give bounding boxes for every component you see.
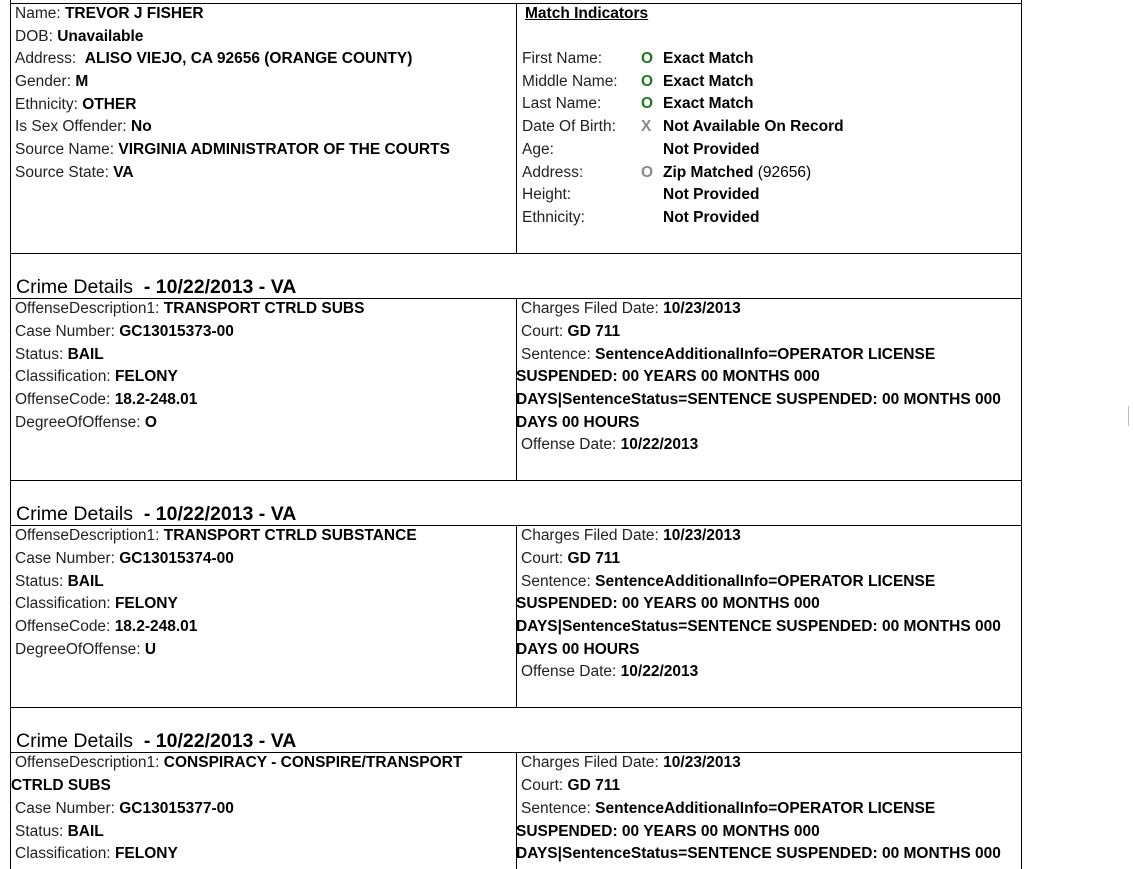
match-indicator-value: Zip Matched (92656) bbox=[663, 164, 812, 181]
circle-mark-icon: O bbox=[641, 95, 654, 112]
match-indicator-extra: (92656) bbox=[757, 164, 812, 181]
match-indicator-label: Ethnicity: bbox=[522, 209, 585, 226]
left-border bbox=[10, 0, 11, 869]
source-state-value: VA bbox=[113, 164, 134, 181]
match-indicator-value: Exact Match bbox=[663, 73, 754, 90]
sentence-row: Sentence: SentenceAdditionalInfo=OPERATOR LICENSE bbox=[521, 573, 936, 590]
gender-row: Gender: M bbox=[15, 73, 89, 90]
case-number-row: Case Number: GC13015373-00 bbox=[15, 323, 234, 340]
charges-filed-row: Charges Filed Date: 10/23/2013 bbox=[521, 754, 741, 771]
match-indicator-value: Not Provided bbox=[663, 209, 760, 226]
sentence-cont: SUSPENDED: 00 YEARS 00 MONTHS 000 bbox=[516, 368, 820, 385]
sentence-cont: DAYS 00 HOURS bbox=[516, 641, 640, 658]
offense-date-row: Offense Date: 10/22/2013 bbox=[521, 663, 699, 680]
sentence-cont: SUSPENDED: 00 YEARS 00 MONTHS 000 bbox=[516, 823, 820, 840]
x-mark-icon: X bbox=[641, 118, 652, 135]
gender-value: M bbox=[75, 73, 89, 90]
column-divider bbox=[516, 3, 517, 253]
status-row: Status: BAIL bbox=[15, 346, 104, 363]
right-border bbox=[1021, 0, 1022, 869]
offense-date-row: Offense Date: 10/22/2013 bbox=[521, 436, 699, 453]
sentence-cont: DAYS|SentenceStatus=SENTENCE SUSPENDED: 00 MONTHS 000 bbox=[516, 618, 1001, 635]
match-indicator-value: Not Provided bbox=[663, 141, 760, 158]
row-border bbox=[10, 253, 1022, 254]
dob-row: DOB: Unavailable bbox=[15, 28, 144, 45]
sex-offender-row: Is Sex Offender: No bbox=[15, 118, 152, 135]
court-row: Court: GD 711 bbox=[521, 323, 621, 340]
match-indicator-label: First Name: bbox=[522, 50, 603, 67]
court-row: Court: GD 711 bbox=[521, 777, 621, 794]
person-name: TREVOR J FISHER bbox=[64, 5, 204, 22]
match-indicator-label: Age: bbox=[522, 141, 554, 158]
match-indicator-label: Address: bbox=[522, 164, 584, 181]
source-name-row: Source Name: VIRGINIA ADMINISTRATOR OF THE COURTS bbox=[15, 141, 450, 158]
circle-mark-icon: O bbox=[641, 50, 654, 67]
offense-description-row: OffenseDescription1: TRANSPORT CTRLD SUBS bbox=[15, 300, 365, 317]
match-indicator-value: Not Available On Record bbox=[663, 118, 844, 135]
row-border bbox=[10, 480, 1022, 481]
charges-filed-row: Charges Filed Date: 10/23/2013 bbox=[521, 300, 741, 317]
sex-offender-value: No bbox=[131, 118, 152, 135]
source-name-value: VIRGINIA ADMINISTRATOR OF THE COURTS bbox=[118, 141, 450, 158]
degree-row: DegreeOfOffense: U bbox=[15, 641, 157, 658]
sentence-cont: DAYS|SentenceStatus=SENTENCE SUSPENDED: 00 MONTHS 000 bbox=[516, 391, 1001, 408]
address-value: ALISO VIEJO, CA 92656 (ORANGE COUNTY) bbox=[84, 50, 413, 67]
crime-header: Crime Details - 10/22/2013 - VA bbox=[16, 503, 297, 525]
dob-value: Unavailable bbox=[57, 28, 144, 45]
case-number-row: Case Number: GC13015374-00 bbox=[15, 550, 234, 567]
status-row: Status: BAIL bbox=[15, 573, 104, 590]
offense-code-row: OffenseCode: 18.2-248.01 bbox=[15, 618, 198, 635]
match-indicators-title: Match Indicators bbox=[525, 5, 649, 22]
match-indicator-label: Height: bbox=[522, 186, 572, 203]
classification-row: Classification: FELONY bbox=[15, 595, 178, 612]
degree-row: DegreeOfOffense: O bbox=[15, 414, 157, 431]
status-row: Status: BAIL bbox=[15, 823, 104, 840]
charges-filed-row: Charges Filed Date: 10/23/2013 bbox=[521, 527, 741, 544]
row-border bbox=[10, 707, 1022, 708]
scrollbar-edge[interactable] bbox=[1128, 406, 1133, 426]
match-indicator-label: Last Name: bbox=[522, 95, 602, 112]
court-row: Court: GD 711 bbox=[521, 550, 621, 567]
match-indicator-label: Date Of Birth: bbox=[522, 118, 616, 135]
match-indicator-label: Middle Name: bbox=[522, 73, 618, 90]
crime-header: Crime Details - 10/22/2013 - VA bbox=[16, 730, 297, 752]
match-indicator-value: Exact Match bbox=[663, 95, 754, 112]
sentence-cont: DAYS 00 HOURS bbox=[516, 414, 640, 431]
sentence-cont: SUSPENDED: 00 YEARS 00 MONTHS 000 bbox=[516, 595, 820, 612]
classification-row: Classification: FELONY bbox=[15, 368, 178, 385]
sentence-cont: DAYS|SentenceStatus=SENTENCE SUSPENDED: 00 MONTHS 000 bbox=[516, 845, 1001, 862]
address-row: Address: ALISO VIEJO, CA 92656 (ORANGE COUNTY) bbox=[15, 50, 413, 67]
circle-mark-icon: O bbox=[641, 73, 654, 90]
sentence-row: Sentence: SentenceAdditionalInfo=OPERATOR LICENSE bbox=[521, 346, 936, 363]
offense-description-cont: CTRLD SUBS bbox=[11, 777, 111, 794]
offense-code-row: OffenseCode: 18.2-248.01 bbox=[15, 391, 198, 408]
ethnicity-row: Ethnicity: OTHER bbox=[15, 96, 137, 113]
ethnicity-value: OTHER bbox=[82, 96, 137, 113]
match-indicator-value: Not Provided bbox=[663, 186, 760, 203]
offense-description-row: OffenseDescription1: CONSPIRACY - CONSPIRE/TRANSPORT bbox=[15, 754, 463, 771]
case-number-row: Case Number: GC13015377-00 bbox=[15, 800, 234, 817]
sentence-row: Sentence: SentenceAdditionalInfo=OPERATOR LICENSE bbox=[521, 800, 936, 817]
source-state-row: Source State: VA bbox=[15, 164, 134, 181]
match-indicator-value: Exact Match bbox=[663, 50, 754, 67]
circle-mark-icon: O bbox=[641, 164, 654, 181]
crime-header: Crime Details - 10/22/2013 - VA bbox=[16, 276, 297, 298]
offense-description-row: OffenseDescription1: TRANSPORT CTRLD SUBSTANCE bbox=[15, 527, 417, 544]
classification-row: Classification: FELONY bbox=[15, 845, 178, 862]
name-row: Name: TREVOR J FISHER bbox=[15, 5, 204, 22]
